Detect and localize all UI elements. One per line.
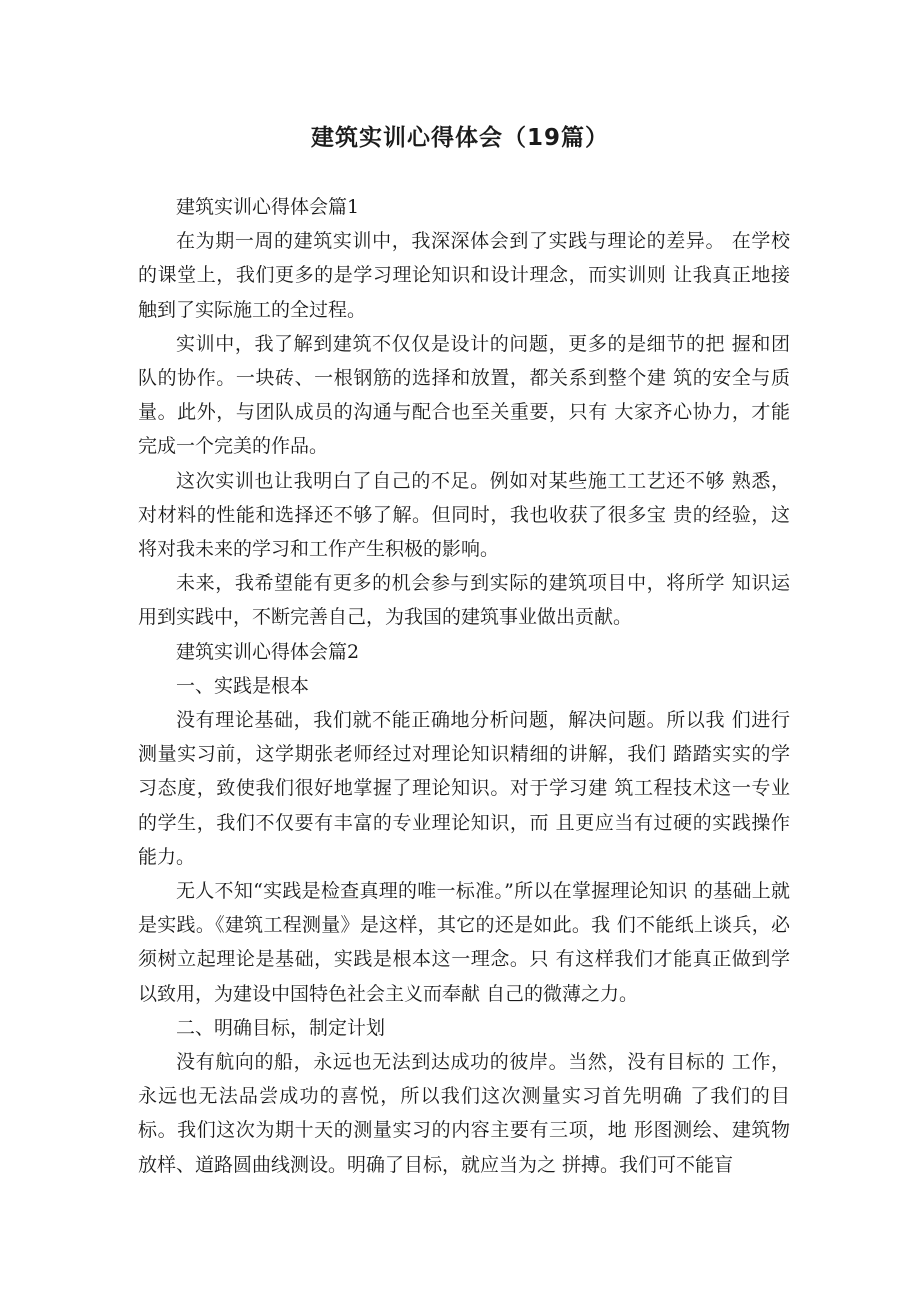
subsection-heading: 二、明确目标，制定计划 (176, 1016, 386, 1039)
section-heading: 建筑实训心得体会篇1 (176, 196, 360, 218)
paragraph: 没有航向的船，永远也无法到达成功的彼岸。当然，没有目标的 工作，永远也无法品尝成功的喜悦，所以我们这次测量实习首先明确 了我们的目标。我们这次为期十天的测量实习的内容主要有三项，地 形图测绘、建筑物放样、道路圆曲线测设。明确了目标，就应当为之 拼搏。我们可不能盲 (138, 1051, 790, 1176)
paragraph: 在为期一周的建筑实训中，我深深体会到了实践与理论的差异。 在学校的课堂上，我们更多的是学习理论知识和设计理念，而实训则 让我真正地接触到了实际施工的全过程。 (138, 230, 790, 321)
document-body (138, 190, 790, 1182)
paragraph: 没有理论基础，我们就不能正确地分析问题，解决问题。所以我 们进行测量实习前，这学期张老师经过对理论知识精细的讲解，我们 踏踏实实的学习态度，致使我们很好地掌握了理论知识。对于学习建 筑工程技术这一专业的学生，我们不仅要有丰富的专业理论知识，而 且更应当有过硬的实践操作能力。 (138, 709, 790, 868)
paragraph: 无人不知“实践是检查真理的唯一标准。”所以在掌握理论知识 的基础上就是实践。《建筑工程测量》是这样，其它的还是如此。我 们不能纸上谈兵，必须树立起理论是基础，实践是根本这一理念。只 有这样我们才能真正做到学以致用，为建设中国特色社会主义而奉献 自己的微薄之力。 (138, 880, 790, 1005)
paragraph: 这次实训也让我明白了自己的不足。例如对某些施工工艺还不够 熟悉，对材料的性能和选择还不够了解。但同时，我也收获了很多宝 贵的经验，这将对我未来的学习和工作产生积极的影响。 (138, 469, 790, 561)
subsection-heading: 一、实践是根本 (176, 674, 310, 697)
paragraph: 实训中，我了解到建筑不仅仅是设计的问题，更多的是细节的把 握和团队的协作。一块砖、一根钢筋的选择和放置，都关系到整个建 筑的安全与质量。此外，与团队成员的沟通与配合也至关重要，只有 大家齐心协力，才能完成一个完美的作品。 (138, 332, 790, 458)
document-title: 建筑实训心得体会（19篇） (310, 125, 609, 151)
section-heading: 建筑实训心得体会篇2 (176, 640, 360, 663)
paragraph: 未来，我希望能有更多的机会参与到实际的建筑项目中，将所学 知识运用到实践中，不断完善自己，为我国的建筑事业做出贡献。 (138, 572, 790, 629)
